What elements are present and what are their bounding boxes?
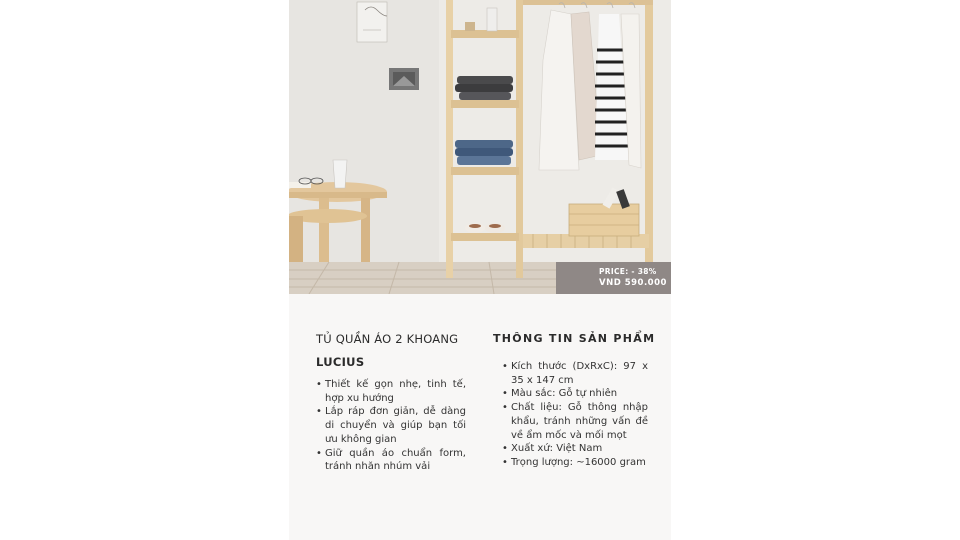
spec-item: • Màu sắc: Gỗ tự nhiên <box>502 387 648 401</box>
wall-photo <box>389 68 419 90</box>
product-summary <box>316 330 466 474</box>
spec-item: • Chất liệu: Gỗ thông nhập khẩu, tránh những vấn đề về ẩm mốc và mối mọt <box>502 401 648 442</box>
product-photo <box>289 0 671 294</box>
product-info <box>493 330 656 470</box>
product-card <box>289 0 671 540</box>
spec-item: • Trọng lượng: ~16000 gram <box>502 456 648 470</box>
product-model: LUCIUS <box>316 355 365 369</box>
spec-list <box>502 360 648 470</box>
product-name: TỦ QUẦN ÁO 2 KHOANG <box>316 332 459 346</box>
price-tag <box>556 262 671 294</box>
discount-label: PRICE: - 38% <box>599 267 657 276</box>
spec-item: • Kích thước (DxRxC): 97 x 35 x 147 cm <box>502 360 648 387</box>
feature-item: • Giữ quần áo chuẩn form, tránh nhăn nhúm vải <box>316 447 466 474</box>
feature-item: • Thiết kế gọn nhẹ, tinh tế, hợp xu hướng <box>316 378 466 405</box>
feature-list <box>316 378 466 474</box>
info-title: THÔNG TIN SẢN PHẨM <box>493 332 656 345</box>
price-amount: VND 590.000 <box>599 278 667 288</box>
spec-item: • Xuất xứ: Việt Nam <box>502 442 648 456</box>
feature-item: • Lắp ráp đơn giản, dễ dàng di chuyển và giúp bạn tối ưu không gian <box>316 405 466 446</box>
wall-note-drawing <box>357 2 387 42</box>
